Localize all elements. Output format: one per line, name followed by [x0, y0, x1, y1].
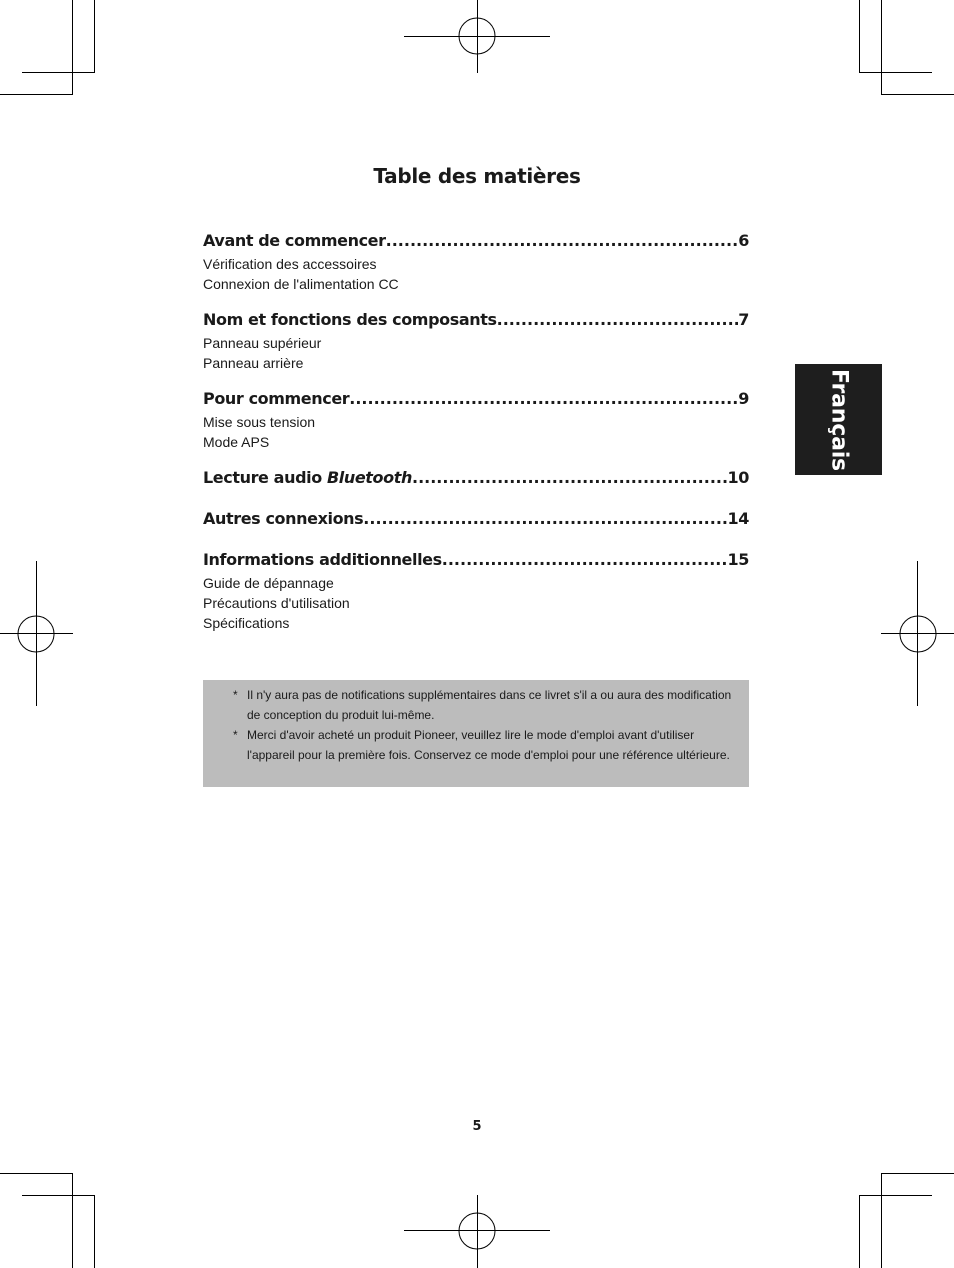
toc-entry: [203, 308, 749, 373]
toc-leader-dots: [412, 466, 728, 490]
toc-leader-dots: [363, 507, 727, 531]
table-of-contents: [203, 229, 749, 633]
toc-entry-page: 9: [738, 389, 749, 408]
toc-leader-dots: [442, 548, 728, 572]
note-text: Merci d'avoir acheté un produit Pioneer, veuillez lire le mode d'emploi avant d'utiliser l'appareil pour la première fois. Conservez ce mode d'emploi pour une référence ultérieure.: [247, 728, 730, 762]
toc-entry-line[interactable]: [203, 229, 749, 253]
toc-entry-title-text: Lecture audio: [203, 468, 322, 487]
toc-entry-page: 10: [727, 468, 749, 487]
toc-sub-item: Panneau arrière: [203, 355, 304, 371]
language-tab-label: Français: [826, 368, 851, 471]
toc-entry-title: Pour commencer: [203, 389, 350, 408]
toc-entry-page: 6: [738, 231, 749, 250]
toc-entry-title: Informations additionnelles: [203, 550, 442, 569]
toc-entry-title: [203, 466, 412, 490]
notes-box: [203, 680, 749, 787]
page-number: 5: [472, 1119, 482, 1134]
toc-entry-title: Autres connexions: [203, 509, 364, 528]
toc-entry-title: Avant de commencer: [203, 231, 386, 250]
toc-entry-title: Nom et fonctions des composants: [203, 310, 497, 329]
toc-entry-line[interactable]: [203, 507, 749, 531]
toc-sub-item: Panneau supérieur: [203, 335, 322, 351]
toc-sub-item: Mise sous tension: [203, 414, 316, 430]
toc-sub-item: Guide de dépannage: [203, 575, 334, 591]
note-bullet: *: [233, 728, 238, 742]
toc-entry-line[interactable]: [203, 387, 749, 411]
toc-entry-page: 14: [727, 509, 749, 528]
toc-entry: [203, 466, 749, 490]
toc-entry-page: 7: [738, 310, 749, 329]
toc-leader-dots: [497, 308, 739, 332]
toc-entry-page: 15: [727, 550, 749, 569]
note-text: Il n'y aura pas de notifications supplémentaires dans ce livret s'il a ou aura des modification de conception du produit lui-même.: [247, 688, 732, 722]
toc-entry-line[interactable]: [203, 466, 749, 490]
language-tab: [795, 364, 882, 475]
toc-entry-title-italic: Bluetooth: [326, 468, 412, 487]
toc-sub-item: Connexion de l'alimentation CC: [203, 276, 399, 292]
note-bullet: *: [233, 688, 238, 702]
note-item: [233, 725, 739, 765]
toc-sub-item: Vérification des accessoires: [203, 256, 377, 272]
toc-leader-dots: [386, 229, 739, 253]
toc-sub-item: Spécifications: [203, 615, 290, 631]
toc-entry: [203, 548, 749, 633]
page-title: Table des matières: [373, 164, 581, 188]
toc-entry-line[interactable]: [203, 308, 749, 332]
toc-entry: [203, 229, 749, 294]
toc-sub-item: Mode APS: [203, 434, 270, 450]
toc-entry-line[interactable]: [203, 548, 749, 572]
toc-leader-dots: [349, 387, 738, 411]
toc-entry: [203, 387, 749, 452]
note-item: [233, 685, 739, 725]
toc-sub-item: Précautions d'utilisation: [203, 595, 350, 611]
toc-entry: [203, 507, 749, 531]
